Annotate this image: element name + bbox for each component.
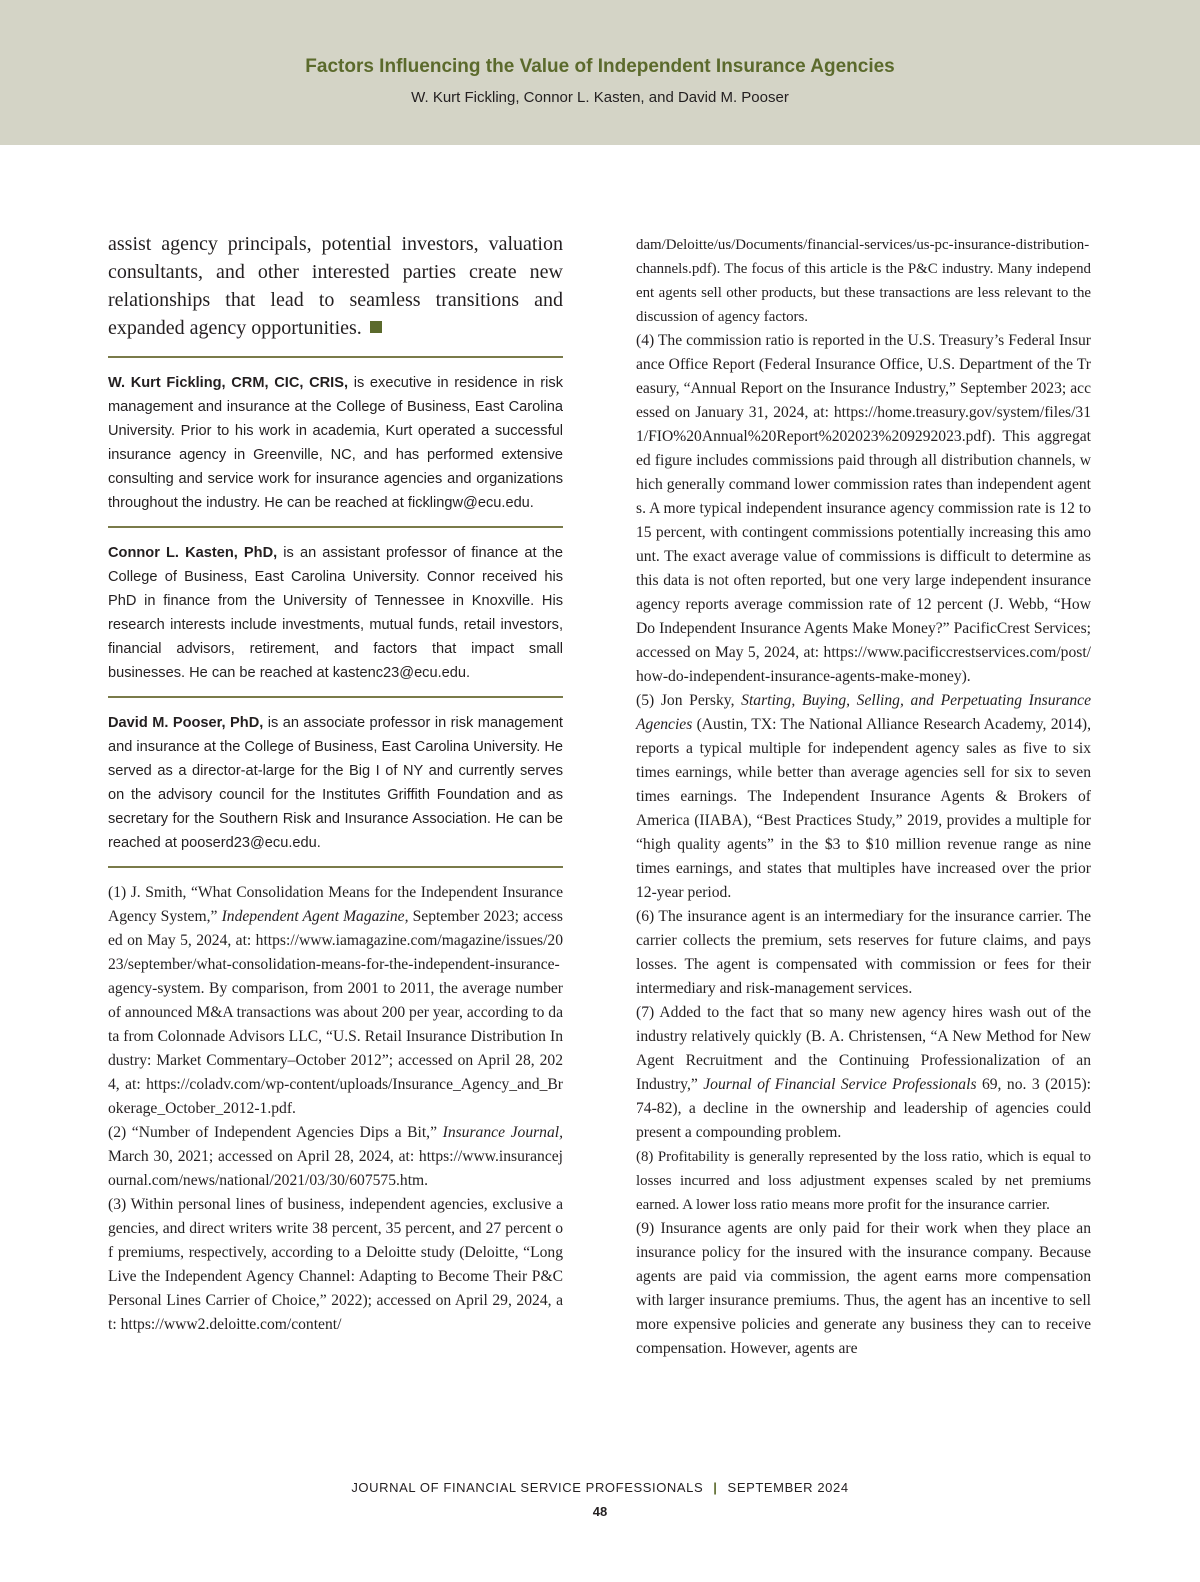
footer-date: SEPTEMBER 2024 xyxy=(727,1480,849,1495)
author-name: David M. Pooser, PhD, xyxy=(108,715,264,731)
endnote-text: (Austin, TX: The National Alliance Research Academy, 2014), reports a typical multiple for independent agency sales as five to six times earnings, while better than average agencies sell for six to seven times earnings. The Independent Insurance Agents & Brokers of America (IIABA), “Best Practices Study,” 2019, provides a multiple for “high quality agents” in the $3 to $10 million revenue range as nine times earnings, and states that multiples have increased over the prior 12-year period. xyxy=(636,716,1091,901)
endnote-3: (3) Within personal lines of business, independent agencies, exclusive agencies, and direct writers write 38 percent, 35 percent, and 27 percent of premiums, respectively, according to a Deloitte study (Deloitte, “Long Live the Independent Agency Channel: Adapting to Become Their P&C Personal Lines Carrier of Choice,” 2022); accessed on April 29, 2024, at: https://www2.deloitte.com/content/ xyxy=(108,1196,563,1333)
author-bio-text: is an associate professor in risk management and insurance at the College of Business, East Carolina University. He served as a director-at-large for the Big I of NY and currently serves on the advisory council for the Institutes Griffith Foundation and as secretary for the Southern Risk and Insurance Association. He can be reached at pooserd23@ecu.edu. xyxy=(108,715,563,851)
endnote-text: (1) J. Smith, “What Consolidation Means for the Independent Insurance Agency System,” xyxy=(108,884,563,925)
endnote-text: 69, no. 3 (2015): 74-82), a decline in the ownership and leadership of agencies could present a compounding problem. xyxy=(636,1076,1091,1141)
endnote-text: (7) Added to the fact that so many new agency hires wash out of the industry relatively quickly (B. A. Christensen, “A New Method for New Agent Recruitment and the Continuing Professionalization of an Industry,” xyxy=(636,1004,1091,1093)
endnote-2 xyxy=(108,1121,563,1193)
endnote-6: (6) The insurance agent is an intermediary for the insurance carrier. The carrier collects the premium, sets reserves for future claims, and pays losses. The agent is compensated with commission or fees for their intermediary and risk-management services. xyxy=(636,908,1091,997)
endnote-7 xyxy=(636,1001,1091,1145)
author-bio-text: is an assistant professor of finance at the College of Business, East Carolina University. Connor received his PhD in finance from the University of Tennessee in Knoxville. His research interests include investments, mutual funds, retail investors, financial advisors, retirement, and factors that impact small businesses. He can be reached at kastenc23@ecu.edu. xyxy=(108,545,564,681)
endnote-italic: Independent Agent Magazine, xyxy=(221,908,409,925)
endnote-4: (4) The commission ratio is reported in the U.S. Treasury’s Federal Insurance Office Report (Federal Insurance Office, U.S. Department of the Treasury, “Annual Report on the Insurance Industry,” September 2023; accessed on January 31, 2024, at: https://home.treasury.gov/system/files/311/FIO%20Annual%20Report%202023%209292023.pdf). This aggregated figure includes commissions paid through all distribution channels, which generally command lower commission rates than independent agents. A more typical independent insurance agency commission rate is 12 to 15 percent, with contingent commissions potentially increasing this amount. The exact average value of commissions is difficult to determine as this data is not often reported, but one very large independent insurance agency reports average commission rate of 12 percent (J. Webb, “How Do Independent Insurance Agents Make Money?” PacificCrest Services; accessed on May 5, 2024, at: https://www.pacificcrestservices.com/post/how-do-independent-insurance-agents-make-money). xyxy=(636,332,1091,685)
endnote-italic: Journal of Financial Service Professionals xyxy=(703,1076,977,1093)
author-bio-text: is executive in residence in risk management and insurance at the College of Business, East Carolina University. Prior to his work in academia, Kurt operated a successful insurance agency in Greenville, NC, and has performed extensive consulting and service work for insurance agencies and organizations throughout the industry. He can be reached at ficklingw@ecu.edu. xyxy=(108,375,563,511)
endnotes-left xyxy=(108,868,563,1337)
endnote-text: (2) “Number of Independent Agencies Dips a Bit,” xyxy=(108,1124,443,1141)
endnote-8: (8) Profitability is generally represented by the loss ratio, which is equal to losses incurred and loss adjustment expenses scaled by net premiums earned. A lower loss ratio means more profit for the insurance carrier. xyxy=(636,1149,1091,1213)
page-number: 48 xyxy=(592,1504,608,1519)
footer-journal-name: JOURNAL OF FINANCIAL SERVICE PROFESSIONALS xyxy=(351,1480,704,1495)
author-name: W. Kurt Fickling, CRM, CIC, CRIS, xyxy=(108,375,349,391)
right-column xyxy=(636,233,1091,1361)
left-column xyxy=(108,230,563,1337)
endnote-1 xyxy=(108,881,563,1121)
author-bio-fickling xyxy=(108,358,563,526)
endnote-3-continued: dam/Deloitte/us/Documents/financial-services/us-pc-insurance-distribution-channels.pdf). The focus of this article is the P&C industry. Many independent agents sell other products, but these transactions are less relevant to the discussion of agency factors. xyxy=(636,237,1091,325)
author-bio-kasten xyxy=(108,528,563,696)
lead-text: assist agency principals, potential investors, valuation consultants, and other interested parties create new relationships that lead to seamless transitions and expanded agency opportunities. xyxy=(108,233,563,339)
running-title: Factors Influencing the Value of Independent Insurance Agencies xyxy=(305,56,895,77)
endnote-5 xyxy=(636,689,1091,905)
end-of-article-mark xyxy=(370,321,382,333)
running-authors: W. Kurt Fickling, Connor L. Kasten, and David M. Pooser xyxy=(411,89,789,106)
endnote-text: (5) Jon Persky, xyxy=(636,692,742,709)
endnote-italic: Insurance Journal, xyxy=(442,1124,564,1141)
endnote-text: March 30, 2021; accessed on April 28, 2024, at: https://www.insurancejournal.com/news/national/2021/03/30/607575.htm. xyxy=(108,1148,563,1189)
footer-journal-line xyxy=(0,1480,1200,1495)
endnotes-right xyxy=(636,233,1091,1361)
footer-separator: | xyxy=(713,1480,718,1495)
endnote-italic: Starting, Buying, Selling, and Perpetuating Insurance Agencies xyxy=(636,692,1091,733)
endnote-text: September 2023; accessed on May 5, 2024, at: https://www.iamagazine.com/magazine/issues/2023/september/what-consolidation-means-for-the-independent-insurance-agency-system. By comparison, from 2001 to 2011, the average number of announced M&A transactions was about 200 per year, according to data from Colonnade Advisors LLC, “U.S. Retail Insurance Distribution Industry: Market Commentary–October 2012”; accessed on April 28, 2024, at: https://coladv.com/wp-content/uploads/Insurance_Agency_and_Brokerage_October_2012-1.pdf. xyxy=(108,908,563,1117)
lead-paragraph xyxy=(108,230,563,342)
author-bio-pooser xyxy=(108,698,563,866)
endnote-9: (9) Insurance agents are only paid for their work when they place an insurance policy for the insured with the insurance company. Because agents are paid via commission, the agent earns more compensation with larger insurance premiums. Thus, the agent has an incentive to sell more expensive policies and generate any business they can to receive compensation. However, agents are xyxy=(636,1220,1091,1357)
author-name: Connor L. Kasten, PhD, xyxy=(108,545,278,561)
